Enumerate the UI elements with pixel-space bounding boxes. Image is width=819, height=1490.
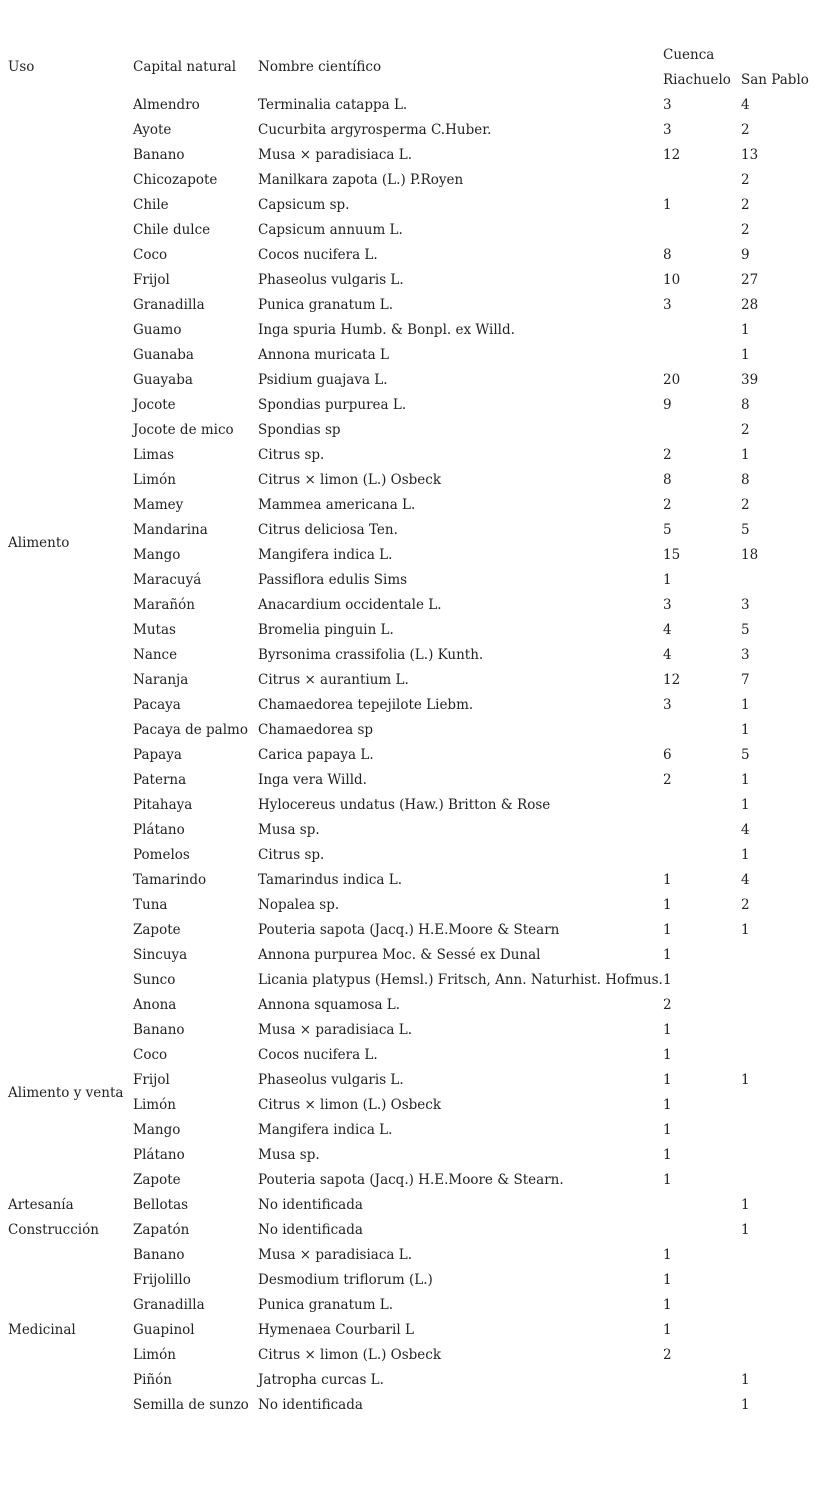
nombre-cientifico-cell: Hymenaea Courbaril L [258,1322,414,1338]
header-nombre-cientifico: Nombre científico [258,59,382,75]
riachuelo-count-cell: 20 [663,372,681,388]
san-pablo-count-cell: 1 [741,772,750,788]
riachuelo-count-cell: 1 [663,197,672,213]
table-row [0,368,819,393]
nombre-cientifico-cell: Carica papaya L. [258,747,374,763]
table-row [0,468,819,493]
table-row [0,593,819,618]
san-pablo-count-cell: 2 [741,197,750,213]
nombre-cientifico-cell: Spondias sp [258,422,341,438]
capital-natural-cell: Bellotas [133,1197,189,1213]
table-row [0,968,819,993]
capital-natural-cell: Banano [133,1022,185,1038]
table-row [0,118,819,143]
riachuelo-count-cell: 1 [663,1022,672,1038]
table-row [0,243,819,268]
riachuelo-count-cell: 1 [663,1047,672,1063]
capital-natural-cell: Pacaya [133,697,181,713]
nombre-cientifico-cell: Musa × paradisiaca L. [258,1247,412,1263]
nombre-cientifico-cell: Bromelia pinguin L. [258,622,394,638]
capital-natural-cell: Mandarina [133,522,208,538]
nombre-cientifico-cell: Psidium guajava L. [258,372,388,388]
table-row [0,718,819,743]
riachuelo-count-cell: 1 [663,1172,672,1188]
table-row [0,1193,819,1218]
table-row [0,443,819,468]
nombre-cientifico-cell: Citrus deliciosa Ten. [258,522,398,538]
table-row [0,193,819,218]
nombre-cientifico-cell: Citrus × aurantium L. [258,672,409,688]
uso-group-label: Alimento y venta [8,1084,124,1101]
riachuelo-count-cell: 3 [663,597,672,613]
capital-natural-cell: Limón [133,472,176,488]
san-pablo-count-cell: 2 [741,497,750,513]
nombre-cientifico-cell: Pouteria sapota (Jacq.) H.E.Moore & Stearn [258,922,560,938]
nombre-cientifico-cell: No identificada [258,1197,363,1213]
table-row [0,1343,819,1368]
san-pablo-count-cell: 1 [741,347,750,363]
table-row [0,768,819,793]
capital-natural-cell: Pacaya de palmo [133,722,248,738]
riachuelo-count-cell: 3 [663,122,672,138]
nombre-cientifico-cell: Cucurbita argyrosperma C.Huber. [258,122,492,138]
capital-natural-cell: Zapote [133,1172,181,1188]
table-row [0,218,819,243]
nombre-cientifico-cell: Byrsonima crassifolia (L.) Kunth. [258,647,484,663]
capital-natural-cell: Jocote de mico [133,422,234,438]
san-pablo-count-cell: 4 [741,872,750,888]
capital-natural-cell: Piñón [133,1372,172,1388]
riachuelo-count-cell: 4 [663,622,672,638]
san-pablo-count-cell: 2 [741,222,750,238]
table-row [0,993,819,1018]
table-row [0,393,819,418]
capital-natural-cell: Mamey [133,497,184,513]
riachuelo-count-cell: 2 [663,772,672,788]
riachuelo-count-cell: 1 [663,1247,672,1263]
table-row [0,1268,819,1293]
table-row [0,293,819,318]
table-row [0,893,819,918]
nombre-cientifico-cell: Mangifera indica L. [258,547,393,563]
riachuelo-count-cell: 12 [663,672,681,688]
riachuelo-count-cell: 1 [663,1072,672,1088]
table-row [0,1218,819,1243]
table-row [0,1018,819,1043]
riachuelo-count-cell: 5 [663,522,672,538]
san-pablo-count-cell: 1 [741,1222,750,1238]
nombre-cientifico-cell: Desmodium triflorum (L.) [258,1272,433,1288]
capital-natural-cell: Banano [133,1247,185,1263]
nombre-cientifico-cell: Capsicum annuum L. [258,222,403,238]
header-capital-natural: Capital natural [133,59,237,75]
nombre-cientifico-cell: Cocos nucifera L. [258,1047,378,1063]
nombre-cientifico-cell: Phaseolus vulgaris L. [258,272,404,288]
capital-natural-cell: Granadilla [133,1297,205,1313]
nombre-cientifico-cell: Citrus × limon (L.) Osbeck [258,472,442,488]
san-pablo-count-cell: 13 [741,147,759,163]
nombre-cientifico-cell: Chamaedorea sp [258,722,374,738]
capital-natural-cell: Sincuya [133,947,188,963]
riachuelo-count-cell: 1 [663,572,672,588]
table-row [0,668,819,693]
uso-group-label: Construcción [8,1222,99,1238]
capital-natural-cell: Pomelos [133,847,190,863]
capital-natural-cell: Chile dulce [133,222,211,238]
capital-natural-cell: Semilla de sunzo [133,1397,249,1413]
nombre-cientifico-cell: Tamarindus indica L. [258,872,403,888]
capital-natural-cell: Pitahaya [133,797,193,813]
capital-natural-cell: Naranja [133,672,189,688]
uso-group-label: Alimento [8,534,70,551]
table-row [0,1168,819,1193]
riachuelo-count-cell: 2 [663,447,672,463]
capital-natural-cell: Anona [133,997,177,1013]
san-pablo-count-cell: 1 [741,722,750,738]
table-row [0,1143,819,1168]
table-row [0,818,819,843]
san-pablo-count-cell: 7 [741,672,750,688]
capital-natural-cell: Tuna [133,897,168,913]
table-row [0,693,819,718]
capital-natural-cell: Mutas [133,622,176,638]
san-pablo-count-cell: 1 [741,447,750,463]
san-pablo-count-cell: 2 [741,897,750,913]
uso-group-label: Medicinal [8,1322,76,1338]
san-pablo-count-cell: 1 [741,1072,750,1088]
san-pablo-count-cell: 28 [741,297,759,313]
capital-natural-cell: Guanaba [133,347,194,363]
capital-natural-cell: Papaya [133,747,182,763]
san-pablo-count-cell: 4 [741,97,750,113]
nombre-cientifico-cell: Punica granatum L. [258,1297,394,1313]
header-uso: Uso [8,59,35,75]
nombre-cientifico-cell: Hylocereus undatus (Haw.) Britton & Rose [258,797,551,813]
capital-natural-cell: Granadilla [133,297,205,313]
nombre-cientifico-cell: Musa sp. [258,822,320,838]
riachuelo-count-cell: 2 [663,997,672,1013]
capital-natural-cell: Plátano [133,1147,185,1163]
san-pablo-count-cell: 1 [741,1372,750,1388]
capital-natural-cell: Chicozapote [133,172,218,188]
table-row [0,93,819,118]
capital-natural-cell: Mango [133,547,181,563]
capital-natural-cell: Chile [133,197,169,213]
riachuelo-count-cell: 1 [663,872,672,888]
capital-natural-cell: Limas [133,447,175,463]
nombre-cientifico-cell: Mammea americana L. [258,497,416,513]
capital-natural-cell: Limón [133,1097,176,1113]
table-row [0,743,819,768]
san-pablo-count-cell: 2 [741,172,750,188]
table-row [0,843,819,868]
capital-natural-cell: Paterna [133,772,187,788]
nombre-cientifico-cell: Anacardium occidentale L. [258,597,442,613]
san-pablo-count-cell: 1 [741,797,750,813]
nombre-cientifico-cell: Chamaedorea tepejilote Liebm. [258,697,474,713]
nombre-cientifico-cell: Punica granatum L. [258,297,394,313]
header-san-pablo: San Pablo [741,72,809,88]
nombre-cientifico-cell: No identificada [258,1222,363,1238]
capital-natural-cell: Guapinol [133,1322,195,1338]
capital-natural-cell: Almendro [133,97,200,113]
san-pablo-count-cell: 2 [741,422,750,438]
san-pablo-count-cell: 2 [741,122,750,138]
san-pablo-count-cell: 5 [741,622,750,638]
table-row [0,868,819,893]
nombre-cientifico-cell: Licania platypus (Hemsl.) Fritsch, Ann. Naturhist. Hofmus. [258,972,663,988]
riachuelo-count-cell: 8 [663,472,672,488]
capital-natural-cell: Coco [133,247,168,263]
san-pablo-count-cell: 27 [741,272,759,288]
table-row [0,1368,819,1393]
capital-natural-cell: Plátano [133,822,185,838]
nombre-cientifico-cell: Manilkara zapota (L.) P.Royen [258,172,464,188]
san-pablo-count-cell: 1 [741,847,750,863]
header-riachuelo: Riachuelo [663,72,731,88]
capital-natural-cell: Coco [133,1047,168,1063]
nombre-cientifico-cell: Citrus × limon (L.) Osbeck [258,1347,442,1363]
nombre-cientifico-cell: Inga spuria Humb. & Bonpl. ex Willd. [258,322,515,338]
table-row [0,493,819,518]
nombre-cientifico-cell: Inga vera Willd. [258,772,367,788]
nombre-cientifico-cell: Musa sp. [258,1147,320,1163]
nombre-cientifico-cell: Spondias purpurea L. [258,397,407,413]
nombre-cientifico-cell: Musa × paradisiaca L. [258,147,412,163]
san-pablo-count-cell: 9 [741,247,750,263]
nombre-cientifico-cell: Phaseolus vulgaris L. [258,1072,404,1088]
riachuelo-count-cell: 9 [663,397,672,413]
riachuelo-count-cell: 3 [663,297,672,313]
riachuelo-count-cell: 1 [663,1322,672,1338]
table-row [0,1318,819,1343]
table-row [0,268,819,293]
riachuelo-count-cell: 4 [663,647,672,663]
capital-natural-cell: Ayote [133,122,172,138]
riachuelo-count-cell: 1 [663,947,672,963]
san-pablo-count-cell: 18 [741,547,759,563]
nombre-cientifico-cell: Nopalea sp. [258,897,340,913]
san-pablo-count-cell: 5 [741,522,750,538]
riachuelo-count-cell: 1 [663,1272,672,1288]
table-row [0,143,819,168]
capital-natural-cell: Nance [133,647,178,663]
table-row [0,1293,819,1318]
riachuelo-count-cell: 1 [663,1147,672,1163]
riachuelo-count-cell: 12 [663,147,681,163]
riachuelo-count-cell: 1 [663,922,672,938]
riachuelo-count-cell: 1 [663,1097,672,1113]
riachuelo-count-cell: 2 [663,1347,672,1363]
capital-natural-cell: Banano [133,147,185,163]
table-row [0,943,819,968]
riachuelo-count-cell: 3 [663,97,672,113]
nombre-cientifico-cell: Citrus × limon (L.) Osbeck [258,1097,442,1113]
capital-natural-cell: Maracuyá [133,572,202,588]
capital-natural-cell: Zapatón [133,1222,190,1238]
nombre-cientifico-cell: Cocos nucifera L. [258,247,378,263]
san-pablo-count-cell: 4 [741,822,750,838]
nombre-cientifico-cell: Terminalia catappa L. [258,97,408,113]
capital-natural-cell: Frijol [133,1072,170,1088]
san-pablo-count-cell: 8 [741,472,750,488]
riachuelo-count-cell: 1 [663,897,672,913]
capital-natural-cell: Frijol [133,272,170,288]
capital-natural-cell: Zapote [133,922,181,938]
table-row [0,543,819,568]
san-pablo-count-cell: 3 [741,597,750,613]
table-row [0,318,819,343]
san-pablo-count-cell: 1 [741,922,750,938]
san-pablo-count-cell: 5 [741,747,750,763]
riachuelo-count-cell: 15 [663,547,681,563]
table-row [0,1118,819,1143]
nombre-cientifico-cell: Jatropha curcas L. [258,1372,384,1388]
capital-natural-cell: Marañón [133,597,195,613]
nombre-cientifico-cell: Annona muricata L [258,347,389,363]
nombre-cientifico-cell: Passiflora edulis Sims [258,572,408,588]
nombre-cientifico-cell: Capsicum sp. [258,197,350,213]
table-row [0,618,819,643]
riachuelo-count-cell: 8 [663,247,672,263]
capital-natural-cell: Guayaba [133,372,193,388]
riachuelo-count-cell: 1 [663,972,672,988]
san-pablo-count-cell: 1 [741,697,750,713]
table-row [0,918,819,943]
capital-natural-cell: Tamarindo [133,872,207,888]
table-row [0,518,819,543]
capital-natural-cell: Sunco [133,972,176,988]
capital-natural-cell: Mango [133,1122,181,1138]
nombre-cientifico-cell: Annona purpurea Moc. & Sessé ex Dunal [258,947,541,963]
table-row [0,1043,819,1068]
table-row [0,568,819,593]
capital-natural-cell: Guamo [133,322,182,338]
nombre-cientifico-cell: Mangifera indica L. [258,1122,393,1138]
table-row [0,418,819,443]
capital-natural-cell: Frijolillo [133,1272,191,1288]
table-row [0,643,819,668]
riachuelo-count-cell: 3 [663,697,672,713]
nombre-cientifico-cell: No identificada [258,1397,363,1413]
san-pablo-count-cell: 39 [741,372,759,388]
table-row [0,793,819,818]
table-row [0,343,819,368]
san-pablo-count-cell: 8 [741,397,750,413]
capital-natural-cell: Limón [133,1347,176,1363]
nombre-cientifico-cell: Pouteria sapota (Jacq.) H.E.Moore & Stearn. [258,1172,564,1188]
table-row [0,1393,819,1418]
nombre-cientifico-cell: Annona squamosa L. [258,997,401,1013]
san-pablo-count-cell: 3 [741,647,750,663]
san-pablo-count-cell: 1 [741,1397,750,1413]
riachuelo-count-cell: 2 [663,497,672,513]
table-row [0,1243,819,1268]
riachuelo-count-cell: 6 [663,747,672,763]
uso-group-label: Artesanía [8,1197,74,1213]
capital-natural-cell: Jocote [133,397,176,413]
riachuelo-count-cell: 10 [663,272,681,288]
san-pablo-count-cell: 1 [741,322,750,338]
nombre-cientifico-cell: Citrus sp. [258,847,325,863]
nombre-cientifico-cell: Musa × paradisiaca L. [258,1022,412,1038]
table-row [0,168,819,193]
riachuelo-count-cell: 1 [663,1297,672,1313]
riachuelo-count-cell: 1 [663,1122,672,1138]
header-cuenca: Cuenca [663,47,715,63]
nombre-cientifico-cell: Citrus sp. [258,447,325,463]
san-pablo-count-cell: 1 [741,1197,750,1213]
